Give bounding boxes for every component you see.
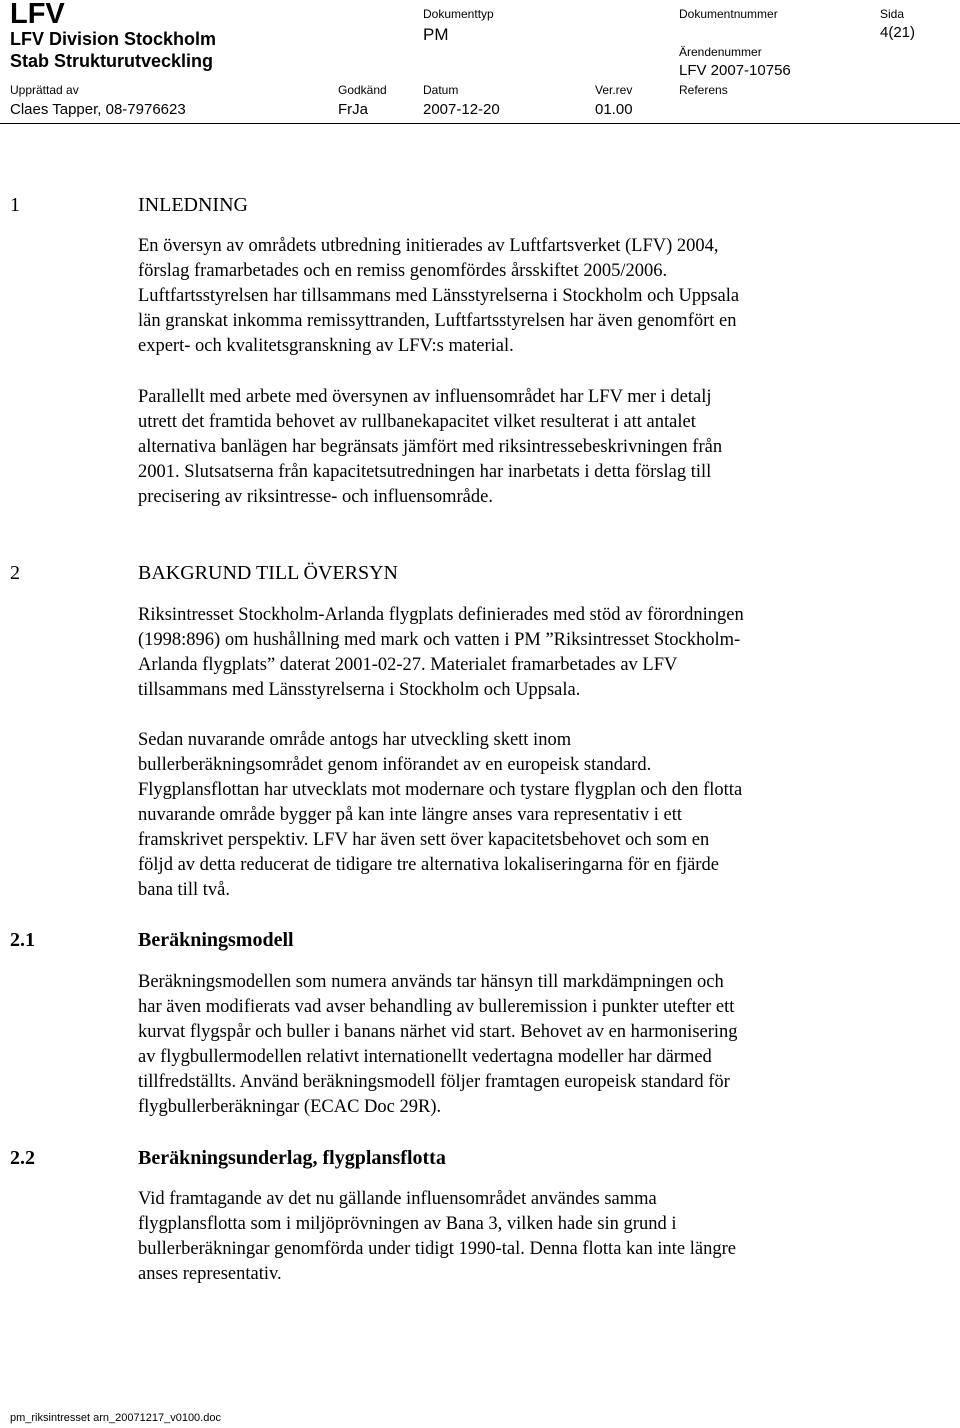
section-number: 2.1 (10, 929, 35, 951)
division-name: LFV Division Stockholm (10, 29, 217, 49)
paragraph (138, 603, 938, 703)
text-line: flygplansflotta som i miljöprövningen av Bana 3, vilken hade sin grund i (138, 1214, 677, 1234)
text-line: Flygplansflottan har utvecklats mot modernare och tystare flygplan och den flotta (138, 780, 743, 800)
section-number: 2 (10, 562, 20, 584)
text-line: Arlanda flygplats” daterat 2001-02-27. Materialet framarbetades av LFV (138, 655, 678, 675)
text-line: tillfredställts. Använd beräkningsmodell följer framtagen europeisk standard för (138, 1072, 730, 1092)
text-line: Parallellt med arbete med översynen av influensområdet har LFV mer i detalj (138, 387, 712, 407)
text-line: flygbullerberäkningar (ECAC Doc 29R). (138, 1097, 442, 1117)
section-title: Beräkningsunderlag, flygplansflotta (138, 1147, 446, 1169)
page-value: 4(21) (880, 24, 916, 41)
date-value: 2007-12-20 (423, 101, 500, 118)
text-line: bullerberäkningar genomförda under tidigt 1990-tal. Denna flotta kan inte längre (138, 1239, 736, 1259)
unit-name: Stab Strukturutveckling (10, 51, 214, 71)
section-number: 2.2 (10, 1147, 35, 1169)
text-line: Sedan nuvarande område antogs har utveckling skett inom (138, 730, 572, 750)
text-line: Vid framtagande av det nu gällande influensområdet användes samma (138, 1189, 657, 1209)
page-label: Sida (880, 7, 905, 21)
author-label: Upprättad av (10, 83, 79, 97)
text-line: nuvarande område bygger på kan inte längre anses vara representativ i ett (138, 805, 682, 825)
text-line: anses representativ. (138, 1264, 282, 1284)
text-line: Riksintresset Stockholm-Arlanda flygplats definierades med stöd av förordningen (138, 605, 744, 625)
case-value: LFV 2007-10756 (679, 62, 791, 79)
text-line: 2001. Slutsatserna från kapacitetsutredningen har inarbetats i detta förslag till (138, 462, 712, 482)
section-title: INLEDNING (138, 194, 248, 216)
text-line: utrett det framtida behovet av rullbanekapacitet vilket resulterat i att antalet (138, 412, 696, 432)
text-line: Beräkningsmodellen som numera används tar hänsyn till markdämpningen och (138, 972, 724, 992)
text-line: bana till två. (138, 880, 230, 900)
header-rule (0, 123, 960, 124)
text-line: förslag framarbetades och en remiss genomfördes årsskiftet 2005/2006. (138, 261, 668, 281)
text-line: precisering av riksintresse- och influensområde. (138, 487, 493, 507)
approved-value: FrJa (338, 101, 368, 118)
ref-label: Referens (679, 83, 728, 97)
text-line: Luftfartsstyrelsen har tillsammans med Länsstyrelserna i Stockholm och Uppsala (138, 286, 740, 306)
section-title: Beräkningsmodell (138, 929, 294, 951)
date-label: Datum (423, 83, 459, 97)
paragraph (138, 970, 938, 1120)
text-line: En översyn av områdets utbredning initierades av Luftfartsverket (LFV) 2004, (138, 236, 719, 256)
text-line: tillsammans med Länsstyrelserna i Stockholm och Uppsala. (138, 680, 581, 700)
approved-label: Godkänd (338, 83, 387, 97)
text-line: följd av detta reducerat de tidigare tre alternativa lokaliseringarna för en fjärde (138, 855, 719, 875)
footer-filename: pm_riksintresset arn_20071217_v0100.doc (10, 1412, 221, 1424)
text-line: län granskat inkomma remissyttranden, Luftfartsstyrelsen har även genomfört en (138, 311, 737, 331)
rev-value: 01.00 (595, 101, 633, 118)
text-line: bullerberäkningsområdet genom införandet av en europeisk standard. (138, 755, 652, 775)
text-line: av flygbullermodellen relativt internationellt vedertagna modeller har därmed (138, 1047, 712, 1067)
org-logo-text: LFV (10, 0, 65, 30)
paragraph (138, 234, 938, 359)
text-line: kurvat flygspår och buller i banans närhet vid start. Behovet av en harmonisering (138, 1022, 738, 1042)
docnum-label: Dokumentnummer (679, 7, 778, 21)
text-line: framskrivet perspektiv. LFV har även sett över kapacitetsbehovet och som en (138, 830, 710, 850)
doctype-label: Dokumenttyp (423, 7, 494, 21)
text-line: alternativa banlägen har begränsats jämfört med riksintressebeskrivningen från (138, 437, 723, 457)
rev-label: Ver.rev (595, 83, 633, 97)
paragraph (138, 728, 938, 903)
paragraph (138, 1187, 938, 1287)
case-label: Ärendenummer (679, 45, 762, 59)
text-line: har även modifierats vad avser behandling av bulleremission i punkter utefter ett (138, 997, 735, 1017)
doctype-value: PM (423, 25, 449, 44)
paragraph (138, 385, 938, 510)
text-line: expert- och kvalitetsgranskning av LFV:s material. (138, 336, 514, 356)
section-number: 1 (10, 194, 20, 216)
section-title: BAKGRUND TILL ÖVERSYN (138, 562, 398, 584)
author-value: Claes Tapper, 08-7976623 (10, 101, 186, 118)
text-line: (1998:896) om hushållning med mark och vatten i PM ”Riksintresset Stockholm- (138, 630, 741, 650)
